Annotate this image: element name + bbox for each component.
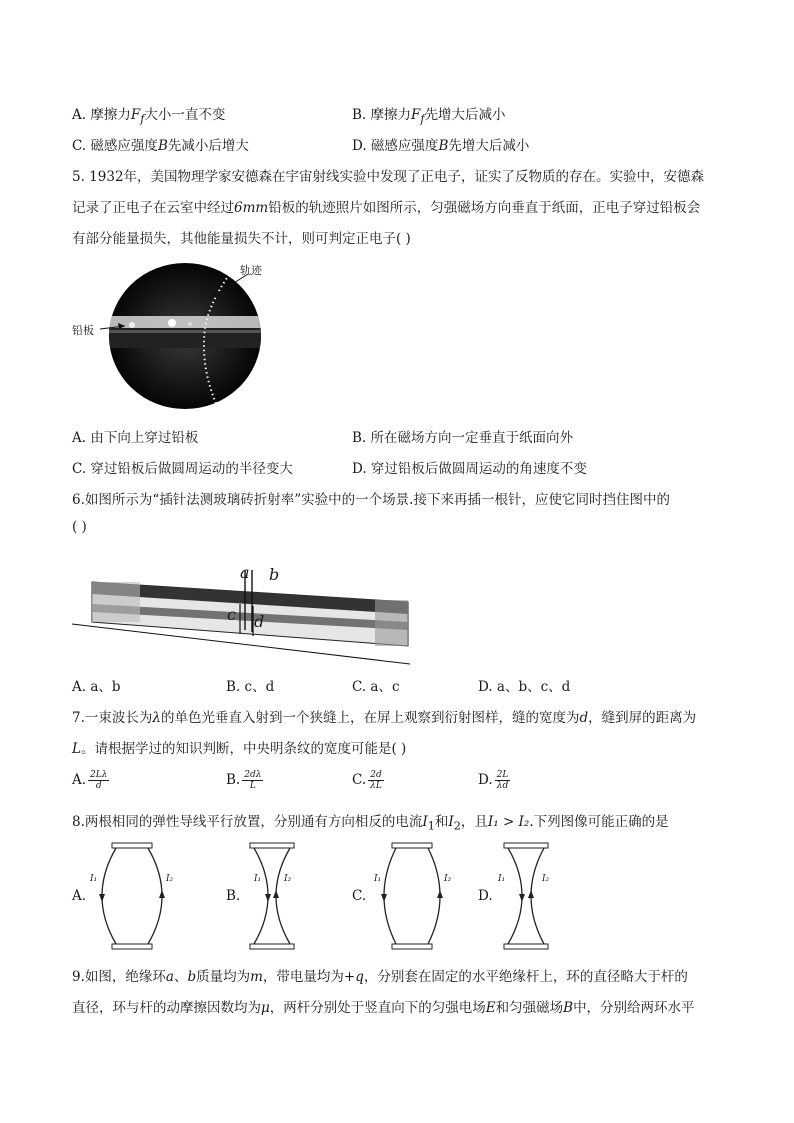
- q6-stem-line-1: 6.如图所示为“插针法测玻璃砖折射率”实验中的一个场景.接下来再插一根针，应使它同时挡住图中的: [72, 492, 670, 508]
- q7-option-b: B. $\frac{2d\lambda}{L}$: [226, 770, 262, 791]
- q4-option-d: D. 磁感应强度B先增大后减小: [352, 138, 530, 154]
- q8-option-b-label: B.: [226, 888, 241, 904]
- q6-option-d: D. a、b、c、d: [478, 679, 571, 695]
- track-label: 轨迹: [240, 264, 262, 277]
- q8-figure-a: I₁ I₂: [86, 840, 166, 952]
- q8-option-c-label: C.: [352, 888, 367, 904]
- q6-stem-line-2: ( ): [72, 519, 87, 535]
- q5-option-b: B. 所在磁场方向一定垂直于纸面向外: [352, 430, 574, 446]
- pin-c-label: c: [227, 605, 236, 624]
- q4-option-c: C. 磁感应强度B先减小后增大: [72, 138, 249, 154]
- q5-stem-line-2: 记录了正电子在云室中经过6mm铅板的轨迹照片如图所示，匀强磁场方向垂直于纸面，正电子穿过铅板会: [72, 200, 701, 216]
- pin-b-label: b: [269, 565, 280, 584]
- q8-figure-d: I₁ I₂: [494, 840, 564, 952]
- q6-option-b: B. c、d: [226, 679, 275, 695]
- q9-stem-line-1: 9.如图，绝缘环a、b质量均为m，带电量均为+q，分别套在固定的水平绝缘杆上，环的直径略大于杆的: [72, 969, 688, 985]
- q5-option-c: C. 穿过铅板后做圆周运动的半径变大: [72, 461, 293, 477]
- plate-label: 铅板: [72, 324, 94, 337]
- q9-stem-line-2: 直径，环与杆的动摩擦因数均为μ，两杆分别处于竖直向下的匀强电场E和匀强磁场B中，分别给两环水平: [72, 1000, 695, 1016]
- q8-figure-b: I₁ I₂: [244, 840, 304, 952]
- q5-stem-line-1: 5. 1932年，美国物理学家安德森在宇宙射线实验中发现了正电子，证实了反物质的存在。实验中，安德森: [72, 169, 705, 185]
- q7-option-c: C. $\frac{2d}{\lambda L}$: [352, 770, 382, 791]
- q7-stem-line-2: L。请根据学过的知识判断，中央明条纹的宽度可能是( ): [72, 741, 407, 757]
- pin-a-label: a: [240, 563, 250, 582]
- pin-d-label: d: [254, 612, 265, 631]
- cloud-chamber-figure: [70, 258, 290, 418]
- q7-option-d: D. $\frac{2L}{\lambda d}$: [478, 770, 509, 791]
- q5-option-d: D. 穿过铅板后做圆周运动的角速度不变: [352, 461, 587, 477]
- q7-option-a: A. $\frac{2L\lambda}{d}$: [72, 770, 108, 791]
- q8-option-a-label: A.: [72, 888, 87, 904]
- q6-option-a: A. a、b: [72, 679, 121, 695]
- q5-stem-line-3: 有部分能量损失，其他能量损失不计，则可判定正电子( ): [72, 231, 411, 247]
- q8-option-d-label: D.: [478, 888, 493, 904]
- q5-option-a: A. 由下向上穿过铅板: [72, 430, 199, 446]
- glass-brick-figure: [70, 560, 420, 670]
- q8-figure-c: I₁ I₂: [366, 840, 456, 952]
- q6-option-c: C. a、c: [352, 679, 400, 695]
- q7-stem-line-1: 7.一束波长为λ的单色光垂直入射到一个狭缝上，在屏上观察到衍射图样，缝的宽度为d，缝到屏的距离为: [72, 710, 697, 726]
- q4-option-a: A. 摩擦力$F_f$大小一直不变: [72, 107, 226, 126]
- q4-option-b: B. 摩擦力$F_f$先增大后减小: [352, 107, 506, 126]
- q8-stem: 8.两根相同的弹性导线平行放置，分别通有方向相反的电流$I_1$和$I_2$，且I₁ > I₂.下列图像可能正确的是: [72, 814, 669, 833]
